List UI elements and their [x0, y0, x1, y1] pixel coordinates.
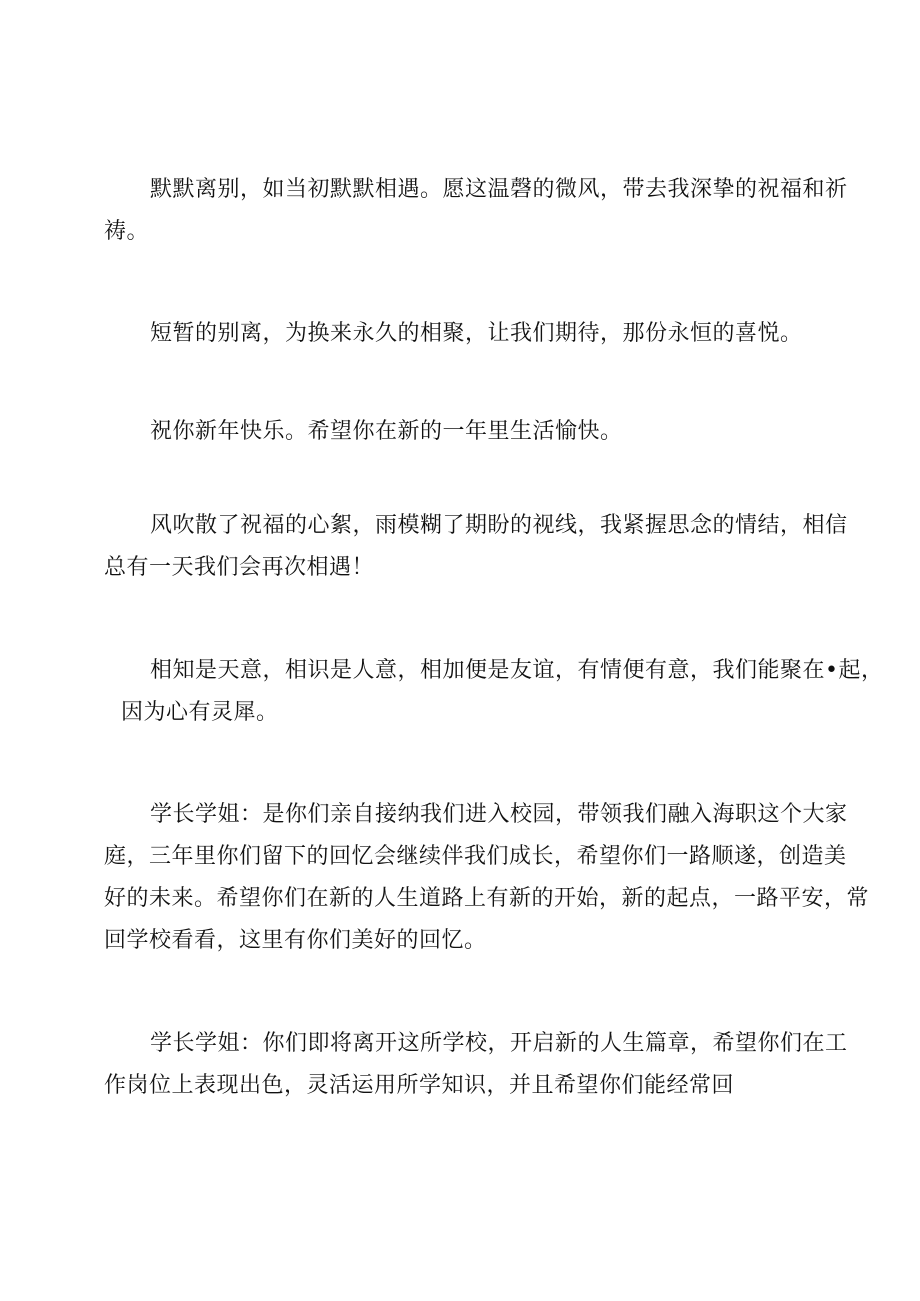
paragraph-friendship: [104, 650, 884, 734]
paragraph-line: 相知是天意，相识是人意，相加便是友谊，有情便有意，我们能聚在•起，: [150, 658, 884, 683]
paragraph-seniors-campus: [104, 794, 870, 962]
paragraph-line: 短暂的别离，为换来永久的相聚，让我们期待，那份永恒的喜悦。: [150, 321, 803, 346]
paragraph-seniors-career: [104, 1023, 848, 1107]
paragraph-line: 学长学姐：你们即将离开这所学校，开启新的人生篇章，希望你们在工: [150, 1031, 848, 1056]
paragraph-line: 祝你新年快乐。希望你在新的一年里生活愉快。: [150, 419, 623, 444]
paragraph-line: 因为心有灵犀。: [121, 700, 279, 725]
paragraph-line: 庭，三年里你们留下的回忆会继续伴我们成长，希望你们一路顺遂，创造美: [104, 844, 847, 869]
paragraph-line: 祷。: [104, 219, 150, 244]
paragraph-line: 作岗位上表现出色，灵活运用所学知识，并且希望你们能经常回: [104, 1073, 735, 1098]
paragraph-short-parting: [104, 313, 804, 355]
paragraph-line: 默默离别，如当初默默相遇。愿这温磬的微风，带去我深挚的祝福和祈: [150, 177, 848, 202]
paragraph-farewell-blessing: [104, 169, 848, 253]
paragraph-line: 回学校看看，这里有你们美好的回忆。: [104, 928, 487, 953]
paragraph-line: 好的未来。希望你们在新的人生道路上有新的开始，新的起点，一路平安，常: [104, 886, 870, 911]
paragraph-wind-blessing: [104, 505, 848, 589]
paragraph-line: 总有一天我们会再次相遇！: [104, 555, 375, 580]
paragraph-line: 风吹散了祝福的心絮，雨模糊了期盼的视线，我紧握思念的情结，相信: [150, 513, 848, 538]
paragraph-line: 学长学姐：是你们亲自接纳我们进入校园，带领我们融入海职这个大家: [150, 802, 848, 827]
paragraph-new-year-wish: [104, 411, 804, 453]
